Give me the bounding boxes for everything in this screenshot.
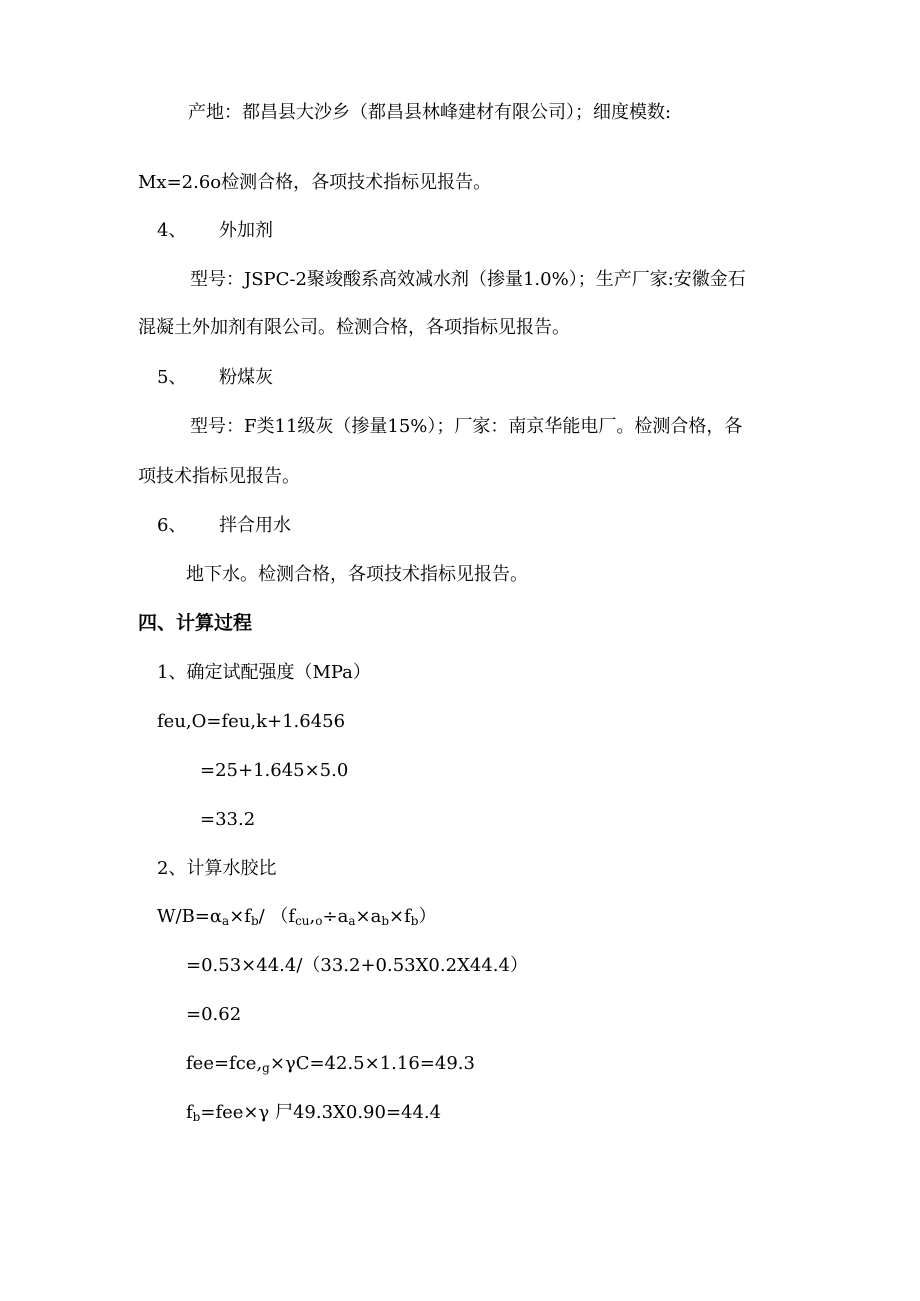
item-number: 5、 [157, 367, 187, 388]
formula-line: feu,O=feu,k+1.6456 [157, 711, 346, 732]
section-item [157, 219, 273, 243]
formula-line: =25+1.645×5.0 [200, 760, 349, 781]
item-number: 6、 [157, 515, 187, 536]
subsection-heading: 2、计算水胶比 [157, 858, 277, 879]
item-label: 外加剂 [219, 220, 273, 241]
text-line: 型号：JSPC-2聚竣酸系高效减水剂（掺量1.0%）；生产厂家:安徽金石 [190, 269, 746, 290]
item-label: 粉煤灰 [219, 367, 273, 388]
formula-line: =33.2 [200, 809, 256, 830]
text-line: 产地：都昌县大沙乡（都昌县林峰建材有限公司）；细度模数: [188, 102, 672, 123]
text-line: 型号：F类11级灰（掺量15%）；厂家：南京华能电厂。检测合格，各 [190, 416, 743, 437]
text-line: 混凝土外加剂有限公司。检测合格，各项指标见报告。 [138, 317, 570, 338]
formula-water-binder-ratio: $W/B=\alpha_a\times f_b/$ $(f_{cu},_o\div a_a\times a_b\times f_b)$ [157, 906, 437, 928]
item-number: 4、 [157, 220, 187, 241]
section-heading: 四、计算过程 [138, 612, 253, 634]
formula-fb: $f_b=fee\times\gamma$ 尸49.3X0.90=44.4 [186, 1102, 442, 1124]
text-line: 地下水。检测合格，各项技术指标见报告。 [186, 564, 528, 585]
text-line: Mx=2.6o检测合格，各项技术指标见报告。 [138, 172, 492, 193]
formula-line: =0.53×44.4/（33.2+0.53X0.2X44.4） [186, 955, 528, 976]
section-item [157, 514, 291, 538]
subsection-heading: 1、确定试配强度（MPa） [157, 662, 371, 683]
formula-fee: $fee=fce,_g\times\gamma C=42.5\times 1.16=49.3$ [186, 1053, 475, 1075]
text-line: 项技术指标见报告。 [138, 466, 300, 487]
item-label: 拌合用水 [219, 515, 291, 536]
formula-line: =0.62 [186, 1004, 242, 1025]
section-item [157, 366, 273, 390]
